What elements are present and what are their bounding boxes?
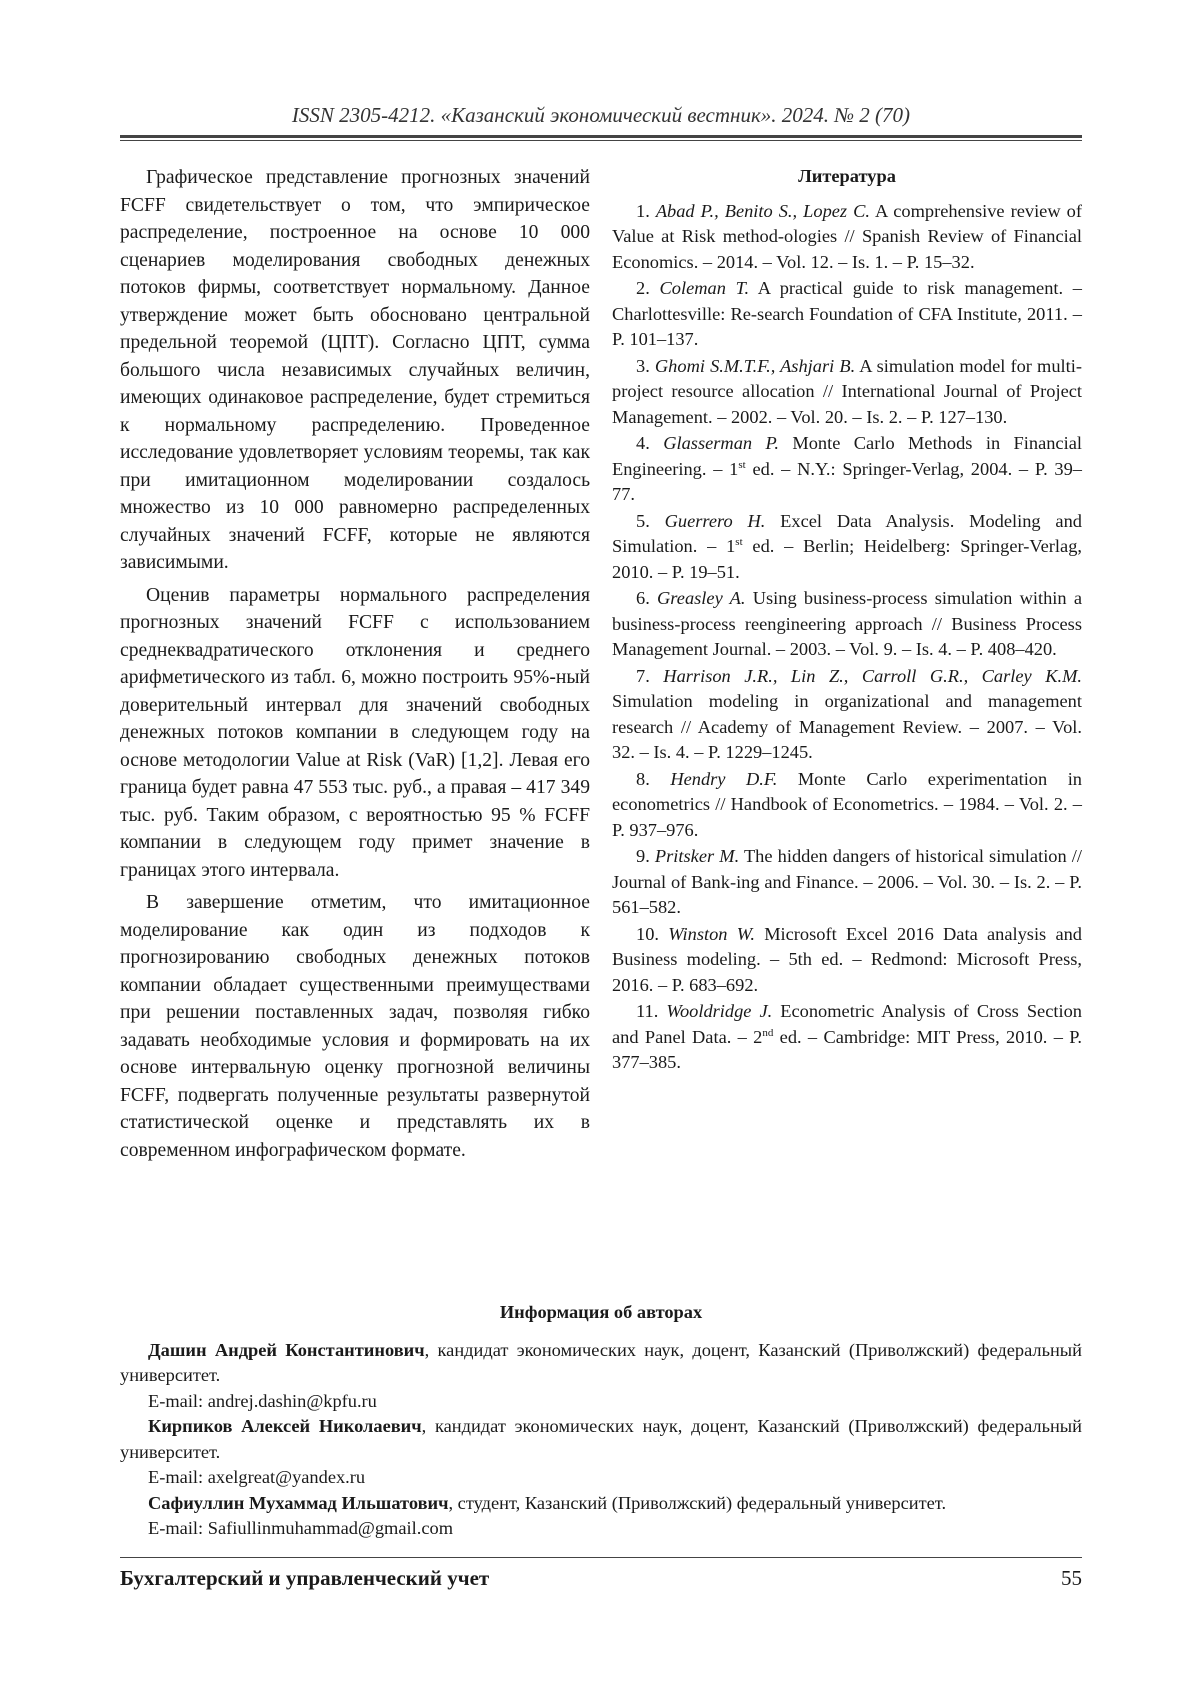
references-list <box>612 199 1082 1076</box>
reference-item: 3. Ghomi S.M.T.F., Ashjari B. A simulation model for multi-project resource allocation // International Journal of Project Management. – 2002. – Vol. 20. – Is. 2. – P. 127–130. <box>612 355 1082 427</box>
reference-authors: Coleman T. <box>659 278 750 298</box>
author-email: E-mail: Safiullinmuhammad@gmail.com <box>148 1518 453 1538</box>
header-rule-thin <box>120 140 1082 141</box>
author-entry: Сафиуллин Мухаммад Ильшатович, студент, Казанский (Приволжский) федеральный университет. <box>148 1492 947 1513</box>
author-name: Дашин Андрей Константинович <box>148 1339 425 1360</box>
authors-section <box>120 1300 1082 1542</box>
author-name: Кирпиков Алексей Николаевич <box>148 1416 422 1436</box>
reference-authors: Wooldridge J. <box>666 1001 773 1021</box>
reference-authors: Harrison J.R., Lin Z., Carroll G.R., Carley K.M. <box>663 665 1082 686</box>
author-email: E-mail: axelgreat@yandex.ru <box>148 1467 366 1487</box>
reference-item: 5. Guerrero H. Excel Data Analysis. Modeling and Simulation. – 1st ed. – Berlin; Heidelberg: Springer-Verlag, 2010. – P. 19–51. <box>612 510 1082 582</box>
authors-title: Информация об авторах <box>499 1302 703 1322</box>
author-entry: Кирпиков Алексей Николаевич, кандидат экономических наук, доцент, Казанский (Приволжский) федеральный университет. <box>120 1416 1082 1462</box>
author-email: E-mail: andrej.dashin@kpfu.ru <box>148 1390 377 1411</box>
header-rule <box>120 135 1082 138</box>
reference-item: 11. Wooldridge J. Econometric Analysis of Cross Section and Panel Data. – 2nd ed. – Cambridge: MIT Press, 2010. – P. 377–385. <box>612 1001 1082 1072</box>
reference-authors: Hendry D.F. <box>670 768 778 789</box>
reference-item: 7. Harrison J.R., Lin Z., Carroll G.R., Carley K.M. Simulation modeling in organizational and management research // Academy of Management Review. – 2007. – Vol. 32. – Is. 4. – P. 1229–1245. <box>612 665 1082 762</box>
reference-item: 1. Abad P., Benito S., Lopez C. A comprehensive review of Value at Risk method-ologies // Spanish Review of Financial Economics. – 2014. – Vol. 12. – Is. 1. – P. 15–32. <box>612 200 1082 272</box>
body-text-column <box>120 164 590 1164</box>
reference-item: 9. Pritsker M. The hidden dangers of historical simulation // Journal of Bank-ing and Finance. – 2006. – Vol. 30. – Is. 2. – P. 561–582. <box>612 846 1083 917</box>
reference-item: 6. Greasley A. Using business-process simulation within a business-process reengineering approach // Business Process Management Journal. – 2003. – Vol. 9. – Is. 4. – P. 408–420. <box>612 588 1082 659</box>
reference-authors: Guerrero H. <box>664 510 766 531</box>
body-paragraph: В завершение отметим, что имитационное моделирование как один из подходов к прогнозированию свободных денежных потоков компании обладает существенными преимуществами при решении поставленных задач, позволяя гибко задавать необходимые условия и формировать на их основе интервальную оценку прогнозной величины FCFF, подвергать полученные результаты развернутой статистической оценке и представлять их в современном инфографическом формате. <box>120 892 590 1161</box>
page-number: 55 <box>1061 1566 1082 1590</box>
references-title: Литература <box>798 166 896 186</box>
reference-item: 2. Coleman T. A practical guide to risk management. – Charlottesville: Re-search Foundation of CFA Institute, 2011. – P. 101–137. <box>612 278 1082 349</box>
reference-authors: Ghomi S.M.T.F., Ashjari B. <box>654 355 856 376</box>
journal-section-name: Бухгалтерский и управленческий учет <box>120 1566 490 1590</box>
reference-authors: Pritsker M. <box>654 846 740 866</box>
author-name: Сафиуллин Мухаммад Ильшатович <box>148 1492 449 1513</box>
body-paragraph: Графическое представление прогнозных значений FCFF свидетельствует о том, что эмпирическое распределение, построенное на основе 10 000 сценариев моделирования свободных денежных потоков фирмы, соответствует нормальному. Данное утверждение может быть обосновано центральной предельной теоремой (ЦПТ). Согласно ЦПТ, сумма большого числа независимых случайных величин, имеющих одинаковое распределение, будет стремиться к нормальному распределению. Проведенное исследование удовлетворяет условиям теоремы, так как при имитационном моделировании создалось множество из 10 000 равномерно распределенных случайных значений FCFF, которые не являются зависимыми. <box>120 167 590 573</box>
reference-item: 4. Glasserman P. Monte Carlo Methods in Financial Engineering. – 1st ed. – N.Y.: Springer-Verlag, 2004. – P. 39–77. <box>612 433 1083 504</box>
reference-authors: Abad P., Benito S., Lopez C. <box>655 200 870 221</box>
author-entry: Дашин Андрей Константинович, кандидат экономических наук, доцент, Казанский (Приволжский) федеральный университет. <box>120 1339 1083 1385</box>
footer-rule <box>120 1557 1082 1558</box>
body-paragraph: Оценив параметры нормального распределения прогнозных значений FCFF с использованием среднеквадратического отклонения и среднего арифметического из табл. 6, можно построить 95%-ный доверительный интервал для значений свободных денежных потоков компании в следующем году на основе методологии Value at Risk (VaR) [1,2]. Левая его граница будет равна 47 553 тыс. руб., а правая – 417 349 тыс. руб. Таким образом, с вероятностью 95 % FCFF компании в следующем году примет значение в границах этого интервала. <box>120 584 590 881</box>
running-header: ISSN 2305-4212. «Казанский экономический вестник». 2024. № 2 (70) <box>291 103 911 127</box>
reference-authors: Greasley A. <box>657 588 746 608</box>
reference-item: 10. Winston W. Microsoft Excel 2016 Data analysis and Business modeling. – 5th ed. – Redmond: Microsoft Press, 2016. – P. 683–692. <box>612 923 1082 995</box>
references-column <box>612 164 1082 1077</box>
reference-item: 8. Hendry D.F. Monte Carlo experimentation in econometrics // Handbook of Econometrics. – 1984. – Vol. 2. – P. 937–976. <box>612 768 1083 840</box>
reference-authors: Glasserman P. <box>663 433 779 453</box>
reference-authors: Winston W. <box>668 923 755 944</box>
